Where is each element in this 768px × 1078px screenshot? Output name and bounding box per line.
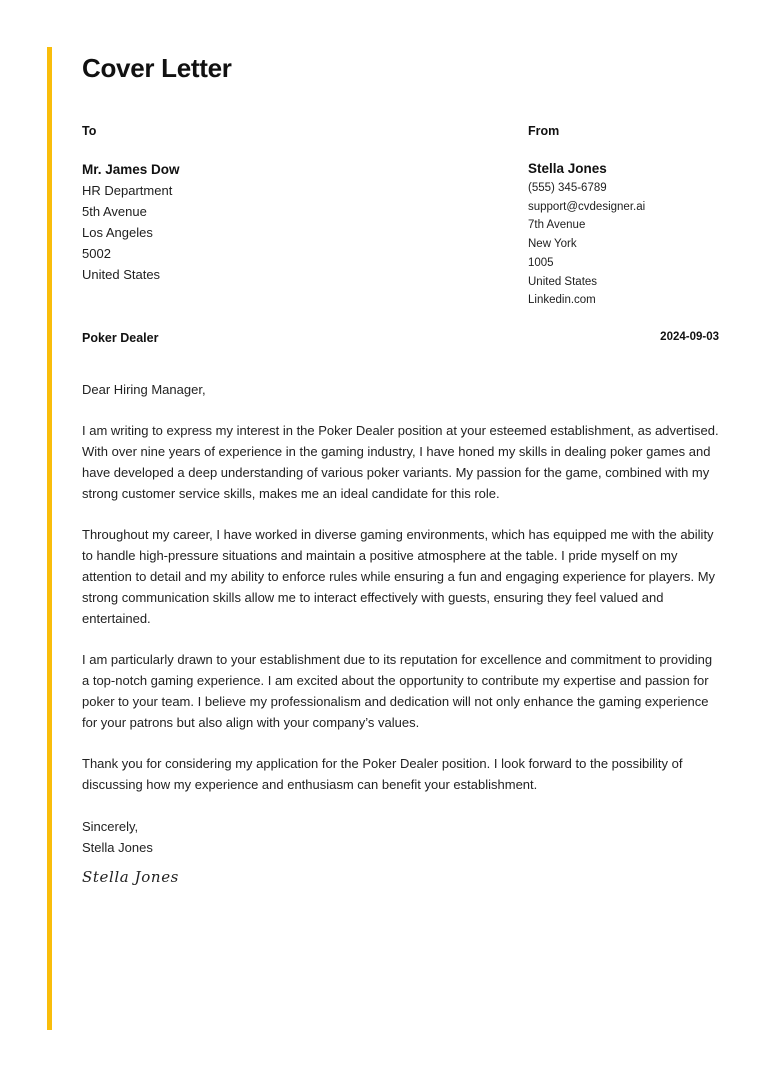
- sender-street: 7th Avenue: [528, 219, 586, 232]
- job-title: Poker Dealer: [82, 331, 159, 345]
- from-label: From: [528, 124, 560, 138]
- closing-name: Stella Jones: [82, 840, 153, 855]
- to-label: To: [82, 124, 97, 138]
- sender-name: Stella Jones: [528, 161, 607, 176]
- sender-city: New York: [528, 238, 577, 251]
- sender-website: Linkedin.com: [528, 294, 596, 307]
- closing-block: [82, 816, 153, 858]
- sender-postal-code: 1005: [528, 256, 554, 269]
- page-title: Cover Letter: [82, 53, 232, 83]
- recipient-country: United States: [82, 267, 161, 282]
- recipient-department: HR Department: [82, 183, 173, 198]
- recipient-city: Los Angeles: [82, 225, 153, 240]
- letter-body: [82, 379, 722, 815]
- recipient-block: [82, 159, 180, 285]
- handwritten-signature: Stella Jones: [82, 868, 179, 886]
- sender-country: United States: [528, 275, 598, 288]
- letter-date: 2024-09-03: [660, 331, 719, 343]
- sender-phone: (555) 345-6789: [528, 182, 607, 194]
- accent-bar: [47, 47, 52, 1030]
- sender-block: [528, 159, 645, 310]
- recipient-postal-code: 5002: [82, 246, 111, 261]
- paragraph-4: Thank you for considering my application for the Poker Dealer position. I look forward to the possibility of discussing how my experience and enthusiasm can benefit your establishment.: [82, 756, 683, 792]
- paragraph-2: Throughout my career, I have worked in diverse gaming environments, which has equipped me with the ability to handle high-pressure situations and maintain a positive atmosphere at the table. I pride myself on my attention to detail and my ability to enforce rules while ensuring a fun and engaging experience for players. My strong communication skills allow me to interact effectively with guests, ensuring they feel valued and entertained.: [82, 527, 716, 626]
- greeting: Dear Hiring Manager,: [82, 382, 206, 397]
- closing-phrase: Sincerely,: [82, 819, 139, 834]
- sender-email: support@cvdesigner.ai: [528, 200, 646, 213]
- paragraph-1: I am writing to express my interest in the Poker Dealer position at your esteemed establishment, as advertised. With over nine years of experience in the gaming industry, I have honed my skills in dealing poker games and have developed a deep understanding of various poker variants. My passion for the game, combined with my strong customer service skills, makes me an ideal candidate for this role.: [82, 423, 719, 501]
- paragraph-3: I am particularly drawn to your establishment due to its reputation for excellence and commitment to providing a top-notch gaming experience. I am excited about the opportunity to contribute my expertise and passion for poker to your team. I believe my professionalism and dedication will not only enhance the gaming experience for your patrons but also align with your company’s values.: [82, 652, 713, 730]
- recipient-name: Mr. James Dow: [82, 162, 180, 177]
- recipient-street: 5th Avenue: [82, 204, 147, 219]
